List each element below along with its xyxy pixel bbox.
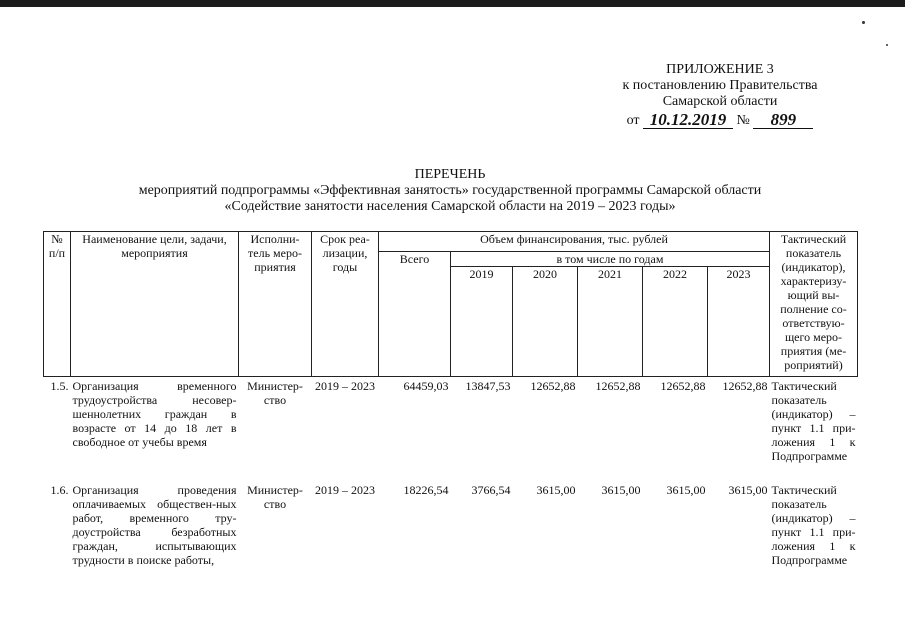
row-name: Организация проведения оплачиваемых обществен-ных работ, временного тру-доустройства безработных граждан, испытывающих трудности в поиске работы, [72,482,237,567]
row-2023: 12652,88 [722,379,768,393]
appendix-line-decree: к постановлению Правительства [622,78,818,93]
row-num: 1.6. [50,482,69,497]
measures-table [43,231,858,571]
header-year-2023: 2023 [708,267,770,377]
row-2020: 3615,00 [536,482,576,497]
row-indicator: Тактический показатель (индикатор) – пункт 1.1 при-ложения 1 к Подпрограмме [771,482,856,567]
table-row [44,377,858,481]
appendix-block [600,62,840,134]
scan-speck [886,44,888,46]
row-term: 2019 – 2023 [315,379,375,393]
row-total: 64459,03 [403,379,449,393]
heading-title: ПЕРЕЧЕНЬ [414,167,486,182]
row-2022: 3615,00 [666,482,706,497]
row-2020: 12652,88 [530,379,576,393]
heading-line-2: «Содействие занятости населения Самарской области на 2019 – 2023 годы» [224,199,676,214]
row-2019: 3766,54 [471,482,511,497]
heading-line-1: мероприятий подпрограммы «Эффективная занятость» государственной программы Самарской области [138,183,762,198]
header-year-2021: 2021 [578,267,643,377]
appendix-date-line [600,112,840,134]
row-2022: 12652,88 [660,379,706,393]
header-year-2022: 2022 [643,267,708,377]
header-total: Всего [379,252,451,377]
row-2021: 3615,00 [601,482,641,497]
appendix-title: ПРИЛОЖЕНИЕ 3 [666,62,774,77]
row-2023: 3615,00 [728,482,768,497]
header-num: № п/п [44,232,71,377]
row-indicator: Тактический показатель (индикатор) – пункт 1.1 при-ложения 1 к Подпрограмме [771,379,856,463]
from-label: от [626,113,640,128]
header-year-2019: 2019 [451,267,513,377]
header-year-2020: 2020 [513,267,578,377]
row-executor: Министер-ство [247,379,303,407]
row-name: Организация временного трудоустройства несовер-шеннолетних граждан в возрасте от 14 до 18 лет в свободное от учебы время [72,379,237,449]
row-2019: 13847,53 [465,379,511,393]
scan-top-edge [0,0,905,7]
row-total: 18226,54 [403,482,449,497]
header-term: Срок реа-лизации, годы [312,232,379,377]
header-indicator: Тактический показатель (индикатор), характеризу-ющий вы-полнение со-ответствую-щего меро-приятия (ме-роприятий) [770,232,858,377]
table-row [44,481,858,571]
row-executor: Министер-ство [247,482,303,511]
document-heading [60,167,840,215]
header-by-years: в том числе по годам [451,252,770,267]
header-executor: Исполни-тель меро-приятия [239,232,312,377]
appendix-line-region: Самарской области [662,94,778,109]
header-funding: Объем финансирования, тыс. рублей [379,232,770,252]
decree-date: 10.12.2019 [643,112,733,129]
scan-speck [862,21,865,24]
number-label: № [736,113,750,128]
row-term: 2019 – 2023 [315,482,375,497]
decree-number: 899 [753,112,813,129]
header-name: Наименование цели, задачи, мероприятия [71,232,239,377]
row-num: 1.5. [50,379,69,393]
row-2021: 12652,88 [595,379,641,393]
